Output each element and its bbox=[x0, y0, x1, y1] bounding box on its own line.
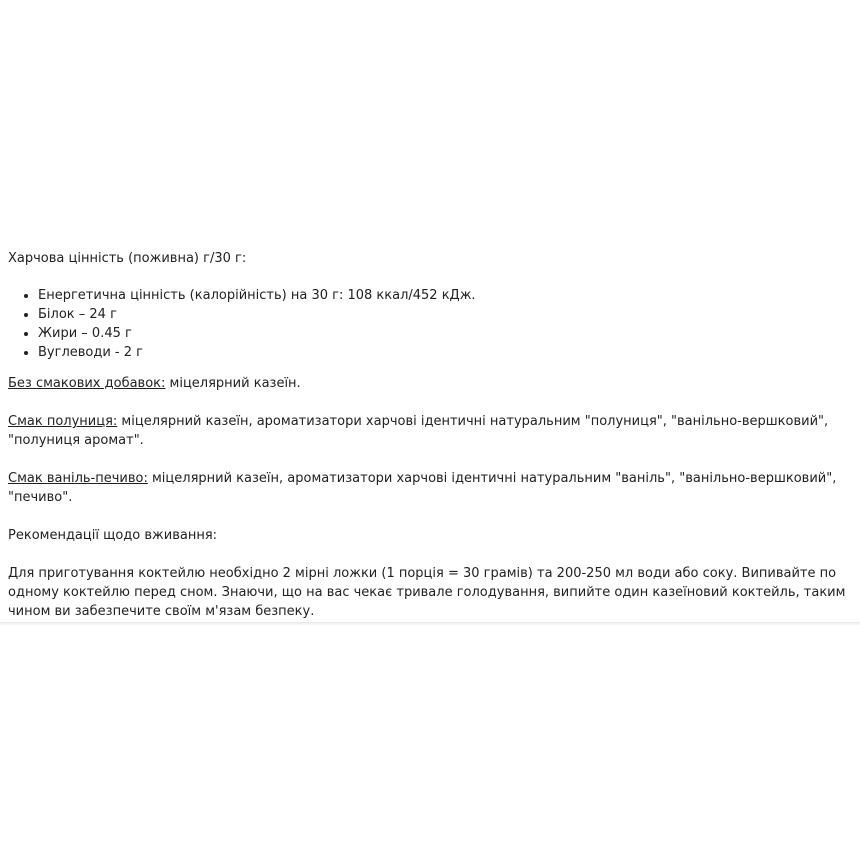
product-description bbox=[8, 249, 852, 621]
list-item-carbs: • Вуглеводи - 2 г bbox=[38, 343, 852, 362]
flavor-plain-text: міцелярний казеїн. bbox=[165, 376, 301, 391]
recommendations-heading: Рекомендації щодо вживання: bbox=[8, 528, 218, 543]
flavor-vanilla-cookie bbox=[8, 469, 852, 507]
flavor-strawberry-label: Смак полуниця: bbox=[8, 414, 118, 429]
flavor-strawberry-text: міцелярний казеїн, ароматизатори харчові ідентичні натуральним "полуниця", "ванільно-вершковий", "полуниця аромат". bbox=[8, 414, 829, 448]
flavor-strawberry bbox=[8, 412, 852, 450]
nutrition-heading: Харчова цінність (поживна) г/30 г: bbox=[8, 251, 247, 266]
list-item-fat: • Жири – 0.45 г bbox=[38, 324, 852, 343]
list-item-protein: • Білок – 24 г bbox=[38, 305, 852, 324]
nutrition-list bbox=[8, 286, 852, 362]
list-item-energy: • Енергетична цінність (калорійність) на 30 г: 108 ккал/452 кДж. bbox=[38, 286, 852, 305]
flavor-vanilla-cookie-text: міцелярний казеїн, ароматизатори харчові ідентичні натуральним "ваніль", "ванільно-вершковий", "печиво". bbox=[8, 471, 837, 505]
flavor-plain-label: Без смакових добавок: bbox=[8, 376, 166, 391]
recommendations-text: Для приготування коктейлю необхідно 2 мірні ложки (1 порція = 30 грамів) та 200-250 мл води або соку. Випивайте по одному коктейлю перед сном. Знаючи, що на вас чекає тривале голодування, випийте один казеїновий коктейль, таким чином ви забезпечите своїм м'язам безпеку. bbox=[8, 566, 846, 619]
flavor-plain bbox=[8, 374, 852, 393]
section-divider bbox=[0, 622, 860, 626]
flavor-vanilla-cookie-label: Смак ваніль-печиво: bbox=[8, 471, 148, 486]
